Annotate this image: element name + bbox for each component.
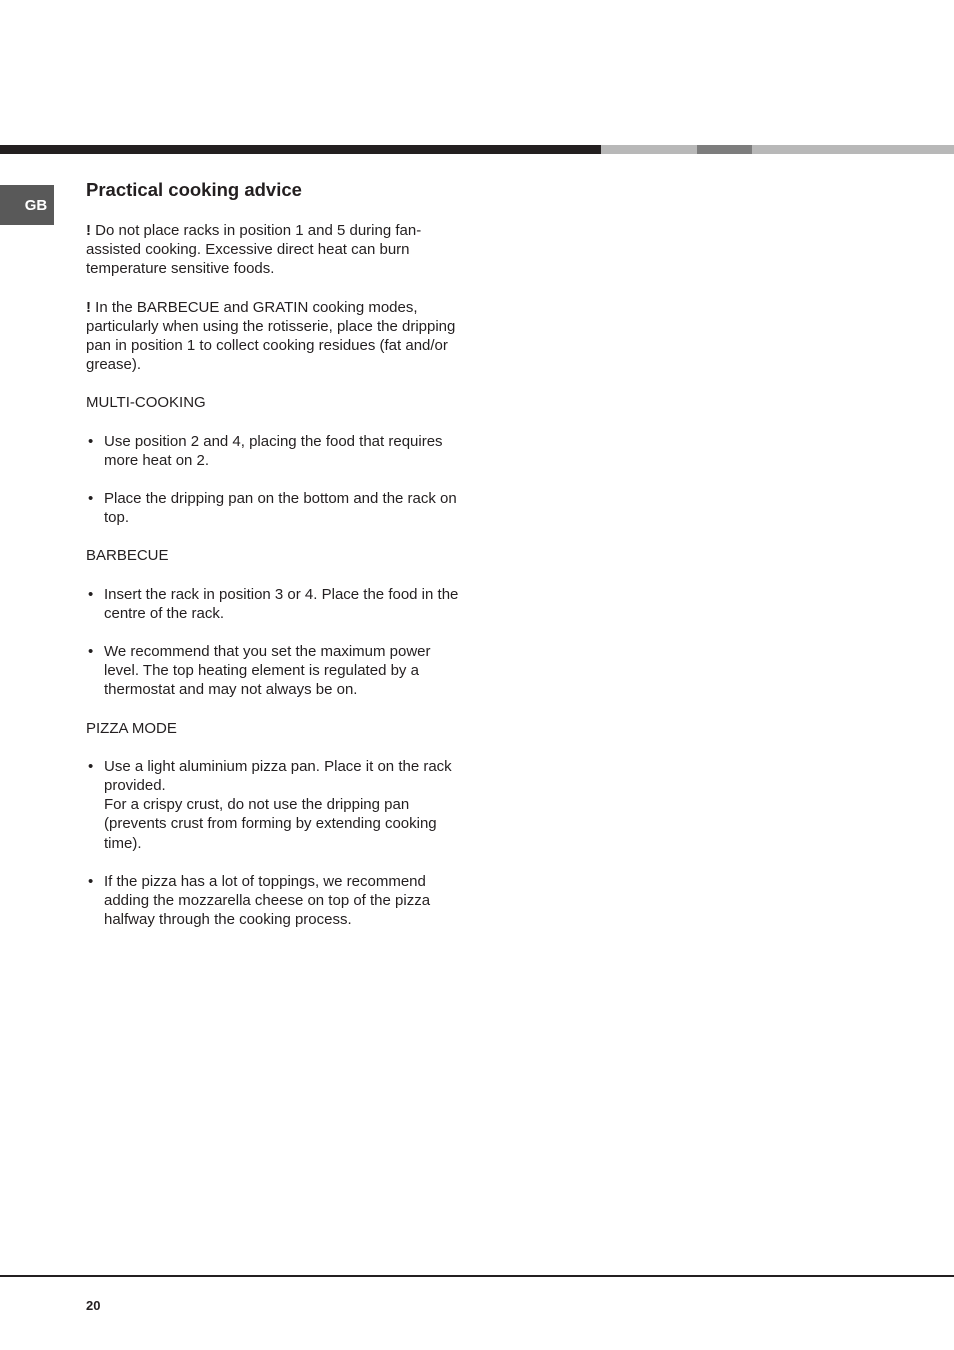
list-item: • Insert the rack in position 3 or 4. Place the food in the centre of the rack. [86, 585, 466, 623]
cooking-advice-section [86, 178, 466, 929]
warning-mark: ! [86, 222, 91, 239]
multi-cooking-list [86, 432, 466, 528]
warning-mark: ! [86, 298, 91, 316]
list-item-line: Use a light aluminium pizza pan. Place it on the rack provided. [104, 757, 452, 795]
page-number: 20 [86, 1298, 101, 1313]
note-text: In the BARBECUE and GRATIN cooking modes, particularly when using the rotisserie, place the dripping pan in position 1 to collect cooking residues (fat and/or grease). [86, 298, 456, 374]
note-paragraph [86, 221, 466, 279]
header-bar [0, 145, 954, 154]
multi-cooking-heading: MULTI-COOKING [86, 394, 206, 412]
header-bar-light-segment-right [752, 145, 954, 154]
note-paragraph [86, 298, 466, 375]
language-tab: GB [0, 185, 54, 225]
list-item [86, 757, 466, 853]
footer-rule [0, 1275, 954, 1277]
header-bar-dark-segment [0, 145, 601, 154]
list-item-line: For a crispy crust, do not use the dripping pan (prevents crust from forming by extending cooking time). [104, 796, 437, 852]
header-bar-light-segment [601, 145, 697, 154]
section-title: Practical cooking advice [86, 179, 302, 200]
barbecue-list [86, 585, 466, 700]
list-item: • If the pizza has a lot of toppings, we recommend adding the mozzarella cheese on top of the pizza halfway through the cooking process. [86, 872, 466, 930]
header-bar-mid-segment [697, 145, 752, 154]
list-item: • Place the dripping pan on the bottom and the rack on top. [86, 489, 466, 527]
pizza-mode-list [86, 757, 466, 930]
barbecue-heading: BARBECUE [86, 547, 169, 565]
list-item: • We recommend that you set the maximum power level. The top heating element is regulated by a thermostat and may not always be on. [86, 642, 466, 700]
note-text: Do not place racks in position 1 and 5 during fan-assisted cooking. Excessive direct heat can burn temperature sensitive foods. [86, 222, 422, 278]
list-item: • Use position 2 and 4, placing the food that requires more heat on 2. [86, 432, 466, 470]
pizza-mode-heading: PIZZA MODE [86, 719, 177, 737]
